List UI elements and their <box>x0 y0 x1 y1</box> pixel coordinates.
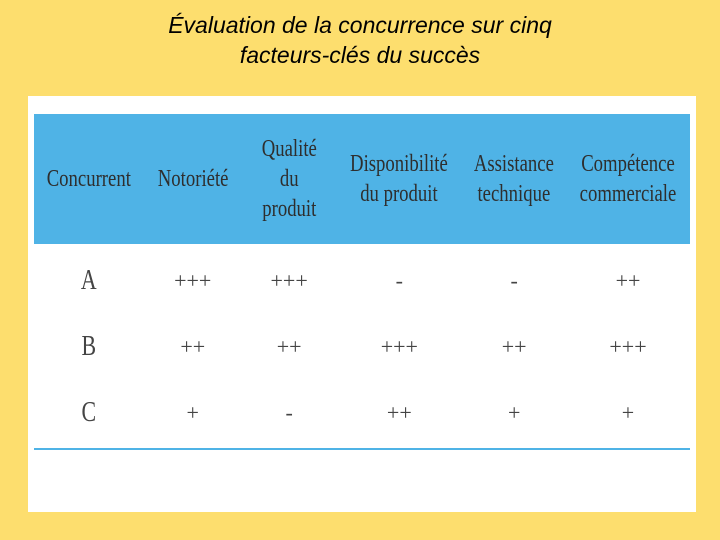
competitor-name: B <box>81 331 97 362</box>
rating-cell: + <box>186 400 199 425</box>
header-assistance-technique: Assistance technique <box>474 151 555 207</box>
rating-cell: ++ <box>615 268 641 293</box>
table-panel <box>28 96 696 512</box>
table-bottom-rule <box>34 448 690 450</box>
rating-cell: +++ <box>270 268 308 293</box>
rating-cell: - <box>395 268 403 293</box>
rating-cell: ++ <box>386 400 412 425</box>
competitor-evaluation-table <box>34 114 690 446</box>
slide-title-line-2: facteurs-clés du succès <box>239 42 481 68</box>
header-notoriete: Notoriété <box>157 166 229 192</box>
header-competence-commerciale: Compétence commerciale <box>579 151 677 207</box>
rating-cell: - <box>285 400 293 425</box>
rating-cell: + <box>507 400 521 425</box>
rating-cell: - <box>510 268 518 293</box>
table-row <box>34 314 690 380</box>
rating-cell: +++ <box>609 334 647 359</box>
rating-cell: +++ <box>380 334 418 359</box>
slide-title <box>0 10 720 70</box>
rating-cell: ++ <box>501 334 527 359</box>
header-disponibilite-produit: Disponibilité du produit <box>350 151 449 207</box>
slide-title-line-1: Évaluation de la concurrence sur cinq <box>168 12 552 38</box>
rating-cell: + <box>621 400 635 425</box>
table-header-row <box>34 114 690 244</box>
competitor-name: C <box>81 397 97 428</box>
rating-cell: +++ <box>174 268 212 293</box>
rating-cell: ++ <box>180 334 206 359</box>
header-concurrent: Concurrent <box>46 166 131 192</box>
table-row <box>34 244 690 314</box>
header-qualite-produit: Qualité du produit <box>261 136 317 222</box>
table-row <box>34 380 690 446</box>
rating-cell: ++ <box>276 334 302 359</box>
competitor-name: A <box>80 265 97 296</box>
